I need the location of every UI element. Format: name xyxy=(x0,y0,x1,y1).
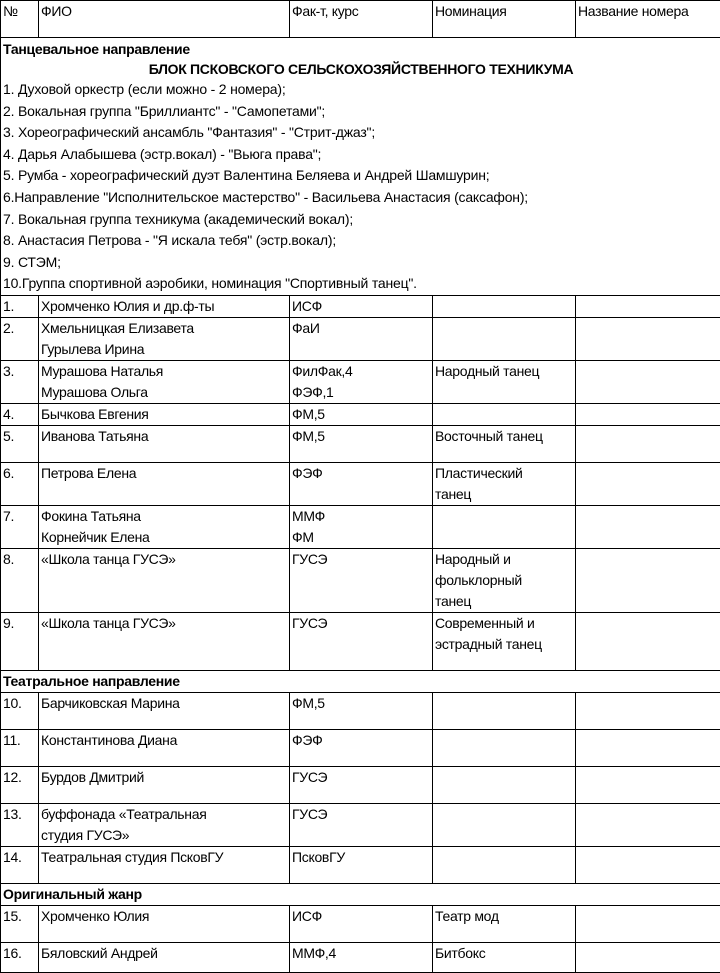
row-fio xyxy=(39,766,290,803)
table-row xyxy=(1,462,720,505)
original-section-row-title: Оригинальный жанр xyxy=(1,883,720,905)
cell-line: ФМ xyxy=(292,527,430,548)
cell-line: Пластический xyxy=(435,463,573,484)
table-row xyxy=(1,360,720,403)
table-row xyxy=(1,295,720,317)
row-nomination xyxy=(433,462,576,505)
block-items-list xyxy=(3,79,719,295)
cell-line: ФМ,5 xyxy=(292,693,430,714)
row-fio xyxy=(39,905,290,942)
cell-line: Хмельницкая Елизавета xyxy=(41,318,287,339)
row-title xyxy=(576,360,720,403)
row-nomination xyxy=(433,612,576,670)
row-nomination xyxy=(433,295,576,317)
row-num: 15. xyxy=(1,905,39,942)
cell-line: «Школа танца ГУСЭ» xyxy=(41,613,287,634)
row-num: 11. xyxy=(1,729,39,766)
row-nomination xyxy=(433,846,576,883)
row-nomination xyxy=(433,360,576,403)
row-fio xyxy=(39,295,290,317)
row-nomination xyxy=(433,729,576,766)
row-fio xyxy=(39,942,290,972)
cell-line: танец xyxy=(435,591,573,612)
header-nomination: Номинация xyxy=(433,1,576,38)
row-title xyxy=(576,729,720,766)
cell-line: ФЭФ xyxy=(292,463,430,484)
cell-line: Восточный танец xyxy=(435,426,573,447)
cell-line: Хромченко Юлия xyxy=(41,906,287,927)
row-faculty xyxy=(290,505,433,548)
cell-line: Бяловский Андрей xyxy=(41,943,287,964)
block-item: 9. СТЭМ; xyxy=(3,252,719,274)
row-nomination xyxy=(433,505,576,548)
row-faculty xyxy=(290,692,433,729)
dance-section-title-text: Танцевальное направление xyxy=(3,39,719,59)
row-fio xyxy=(39,729,290,766)
row-nomination xyxy=(433,548,576,612)
row-title xyxy=(576,295,720,317)
row-nomination xyxy=(433,425,576,462)
row-num: 4. xyxy=(1,403,39,425)
row-faculty xyxy=(290,425,433,462)
cell-line: ГУСЭ xyxy=(292,613,430,634)
row-faculty xyxy=(290,729,433,766)
cell-line: Фокина Татьяна xyxy=(41,506,287,527)
row-nomination xyxy=(433,317,576,360)
row-fio xyxy=(39,462,290,505)
table-row xyxy=(1,766,720,803)
block-item: 6.Направление "Исполнительское мастерство" - Васильева Анастасия (саксафон); xyxy=(3,187,719,209)
cell-line: Гурылева Ирина xyxy=(41,339,287,360)
cell-line: Барчиковская Марина xyxy=(41,693,287,714)
row-fio xyxy=(39,548,290,612)
cell-line: ГУСЭ xyxy=(292,804,430,825)
row-title xyxy=(576,505,720,548)
block-item: 1. Духовой оркестр (если можно - 2 номера); xyxy=(3,79,719,101)
table-row xyxy=(1,942,720,972)
row-num: 12. xyxy=(1,766,39,803)
block-item: 10.Группа спортивной аэробики, номинация "Спортивный танец". xyxy=(3,273,719,295)
row-fio xyxy=(39,505,290,548)
row-title xyxy=(576,692,720,729)
row-fio xyxy=(39,846,290,883)
row-fio xyxy=(39,692,290,729)
row-title xyxy=(576,548,720,612)
row-title xyxy=(576,846,720,883)
cell-line: ГУСЭ xyxy=(292,767,430,788)
cell-line: буффонада «Театральная xyxy=(41,804,287,825)
cell-line: ФЭФ xyxy=(292,730,430,751)
cell-line: ФаИ xyxy=(292,318,430,339)
row-faculty xyxy=(290,360,433,403)
cell-line: «Школа танца ГУСЭ» xyxy=(41,549,287,570)
block-item: 7. Вокальная группа техникума (академический вокал); xyxy=(3,209,719,231)
table-row xyxy=(1,317,720,360)
row-title xyxy=(576,942,720,972)
row-num: 14. xyxy=(1,846,39,883)
cell-line: Петрова Елена xyxy=(41,463,287,484)
block-item: 8. Анастасия Петрова - "Я искала тебя" (эстр.вокал); xyxy=(3,230,719,252)
table-row xyxy=(1,729,720,766)
cell-line: фольклорный xyxy=(435,570,573,591)
table-row xyxy=(1,548,720,612)
row-num: 3. xyxy=(1,360,39,403)
row-num: 8. xyxy=(1,548,39,612)
row-title xyxy=(576,425,720,462)
row-num: 9. xyxy=(1,612,39,670)
header-row xyxy=(1,1,720,38)
row-num: 13. xyxy=(1,803,39,846)
dance-section-row xyxy=(1,38,720,296)
cell-line: ИСФ xyxy=(292,906,430,927)
row-faculty xyxy=(290,846,433,883)
table-row xyxy=(1,403,720,425)
cell-line: Мурашова Наталья xyxy=(41,361,287,382)
cell-line: ФЭФ,1 xyxy=(292,382,430,403)
header-faculty: Фак-т, курс xyxy=(290,1,433,38)
row-faculty xyxy=(290,766,433,803)
table-row xyxy=(1,846,720,883)
row-fio xyxy=(39,425,290,462)
cell-line: ММФ,4 xyxy=(292,943,430,964)
block-item: 5. Румба - хореографический дуэт Валентина Беляева и Андрей Шамшурин; xyxy=(3,165,719,187)
block-item: 4. Дарья Алабышева (эстр.вокал) - "Вьюга права"; xyxy=(3,144,719,166)
cell-line: Театр мод xyxy=(435,906,573,927)
cell-line: Битбокс xyxy=(435,943,573,964)
row-fio xyxy=(39,803,290,846)
cell-line: ФМ,5 xyxy=(292,426,430,447)
table-row xyxy=(1,803,720,846)
cell-line: Иванова Татьяна xyxy=(41,426,287,447)
row-num: 1. xyxy=(1,295,39,317)
row-fio xyxy=(39,317,290,360)
cell-line: Бурдов Дмитрий xyxy=(41,767,287,788)
row-faculty xyxy=(290,317,433,360)
cell-line: Театральная студия ПсковГУ xyxy=(41,847,287,868)
cell-line: Бычкова Евгения xyxy=(41,404,287,425)
row-faculty xyxy=(290,403,433,425)
theatre-section-row-title: Театральное направление xyxy=(1,670,720,692)
block-item: 2. Вокальная группа "Бриллиантс" - "Самопетами"; xyxy=(3,101,719,123)
row-num: 16. xyxy=(1,942,39,972)
row-title xyxy=(576,462,720,505)
block-title: БЛОК ПСКОВСКОГО СЕЛЬСКОХОЗЯЙСТВЕННОГО ТЕХНИКУМА xyxy=(3,59,719,79)
row-title xyxy=(576,905,720,942)
table-row xyxy=(1,505,720,548)
row-faculty xyxy=(290,942,433,972)
original-section-row xyxy=(1,883,720,905)
cell-line: Народный танец xyxy=(435,361,573,382)
cell-line: Хромченко Юлия и др.ф-ты xyxy=(41,296,287,317)
cell-line: студия ГУСЭ» xyxy=(41,825,287,846)
row-fio xyxy=(39,360,290,403)
row-fio xyxy=(39,612,290,670)
row-num: 2. xyxy=(1,317,39,360)
row-nomination xyxy=(433,905,576,942)
dance-section-title xyxy=(1,38,720,296)
row-nomination xyxy=(433,403,576,425)
cell-line: Мурашова Ольга xyxy=(41,382,287,403)
row-title xyxy=(576,403,720,425)
row-num: 5. xyxy=(1,425,39,462)
cell-line: Народный и xyxy=(435,549,573,570)
row-num: 6. xyxy=(1,462,39,505)
row-nomination xyxy=(433,766,576,803)
cell-line: эстрадный танец xyxy=(435,634,573,655)
header-fio: ФИО xyxy=(39,1,290,38)
row-title xyxy=(576,803,720,846)
row-title xyxy=(576,766,720,803)
row-faculty xyxy=(290,803,433,846)
row-nomination xyxy=(433,942,576,972)
cell-line: ГУСЭ xyxy=(292,549,430,570)
cell-line: ММФ xyxy=(292,506,430,527)
row-faculty xyxy=(290,612,433,670)
cell-line: ИСФ xyxy=(292,296,430,317)
row-fio xyxy=(39,403,290,425)
header-title: Название номера xyxy=(576,1,720,38)
row-nomination xyxy=(433,803,576,846)
cell-line: Корнейчик Елена xyxy=(41,527,287,548)
table-row xyxy=(1,612,720,670)
row-num: 10. xyxy=(1,692,39,729)
row-title xyxy=(576,612,720,670)
table-row xyxy=(1,905,720,942)
row-nomination xyxy=(433,692,576,729)
row-num: 7. xyxy=(1,505,39,548)
header-num: № xyxy=(1,1,39,38)
table-row xyxy=(1,425,720,462)
block-item: 3. Хореографический ансамбль "Фантазия" - "Стрит-джаз"; xyxy=(3,122,719,144)
cell-line: ФМ,5 xyxy=(292,404,430,425)
table-row xyxy=(1,692,720,729)
row-faculty xyxy=(290,548,433,612)
cell-line: ФилФак,4 xyxy=(292,361,430,382)
cell-line: Константинова Диана xyxy=(41,730,287,751)
cell-line: ПсковГУ xyxy=(292,847,430,868)
row-faculty xyxy=(290,295,433,317)
theatre-section-row xyxy=(1,670,720,692)
row-faculty xyxy=(290,905,433,942)
cell-line: танец xyxy=(435,484,573,505)
row-faculty xyxy=(290,462,433,505)
cell-line: Современный и xyxy=(435,613,573,634)
row-title xyxy=(576,317,720,360)
